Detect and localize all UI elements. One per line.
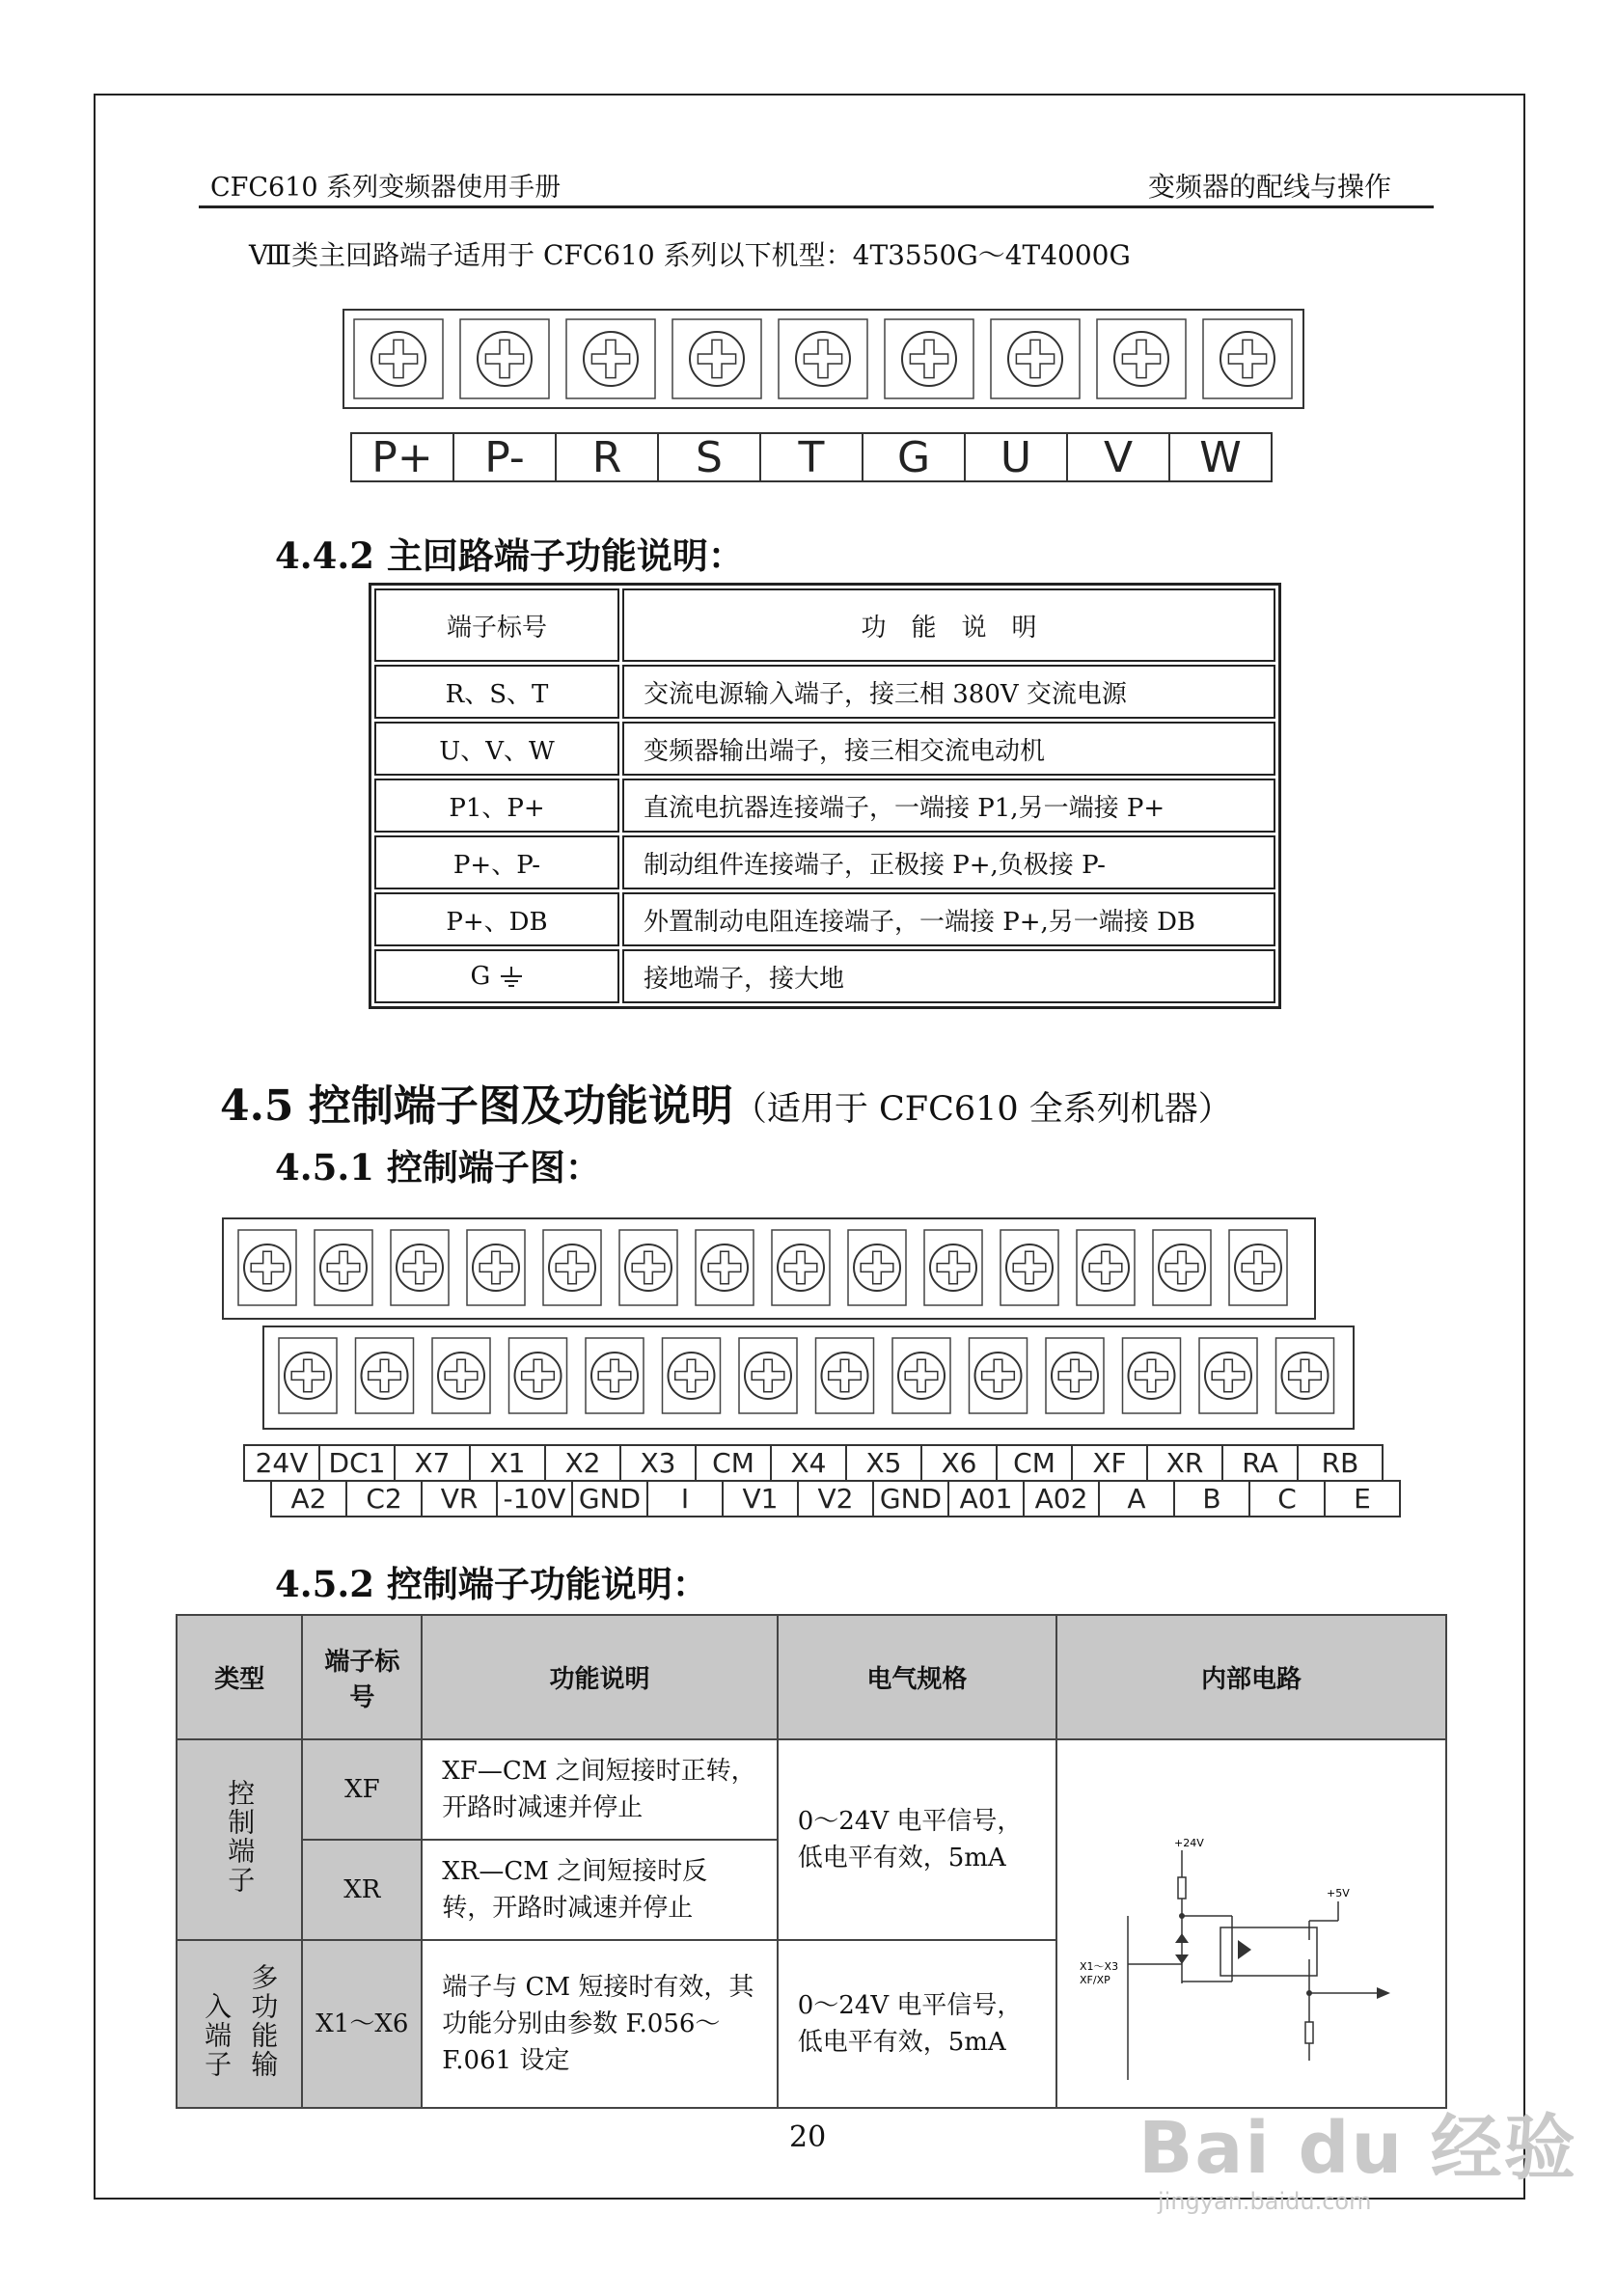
type-cell-multi [177,1940,302,2108]
watermark-url: jingyan.baidu.com [1158,2188,1372,2215]
circuit-label-inputs: X1～X3 [1080,1959,1119,1973]
type-label: 控制端子 [224,1778,257,1895]
terminal-screw-icon [779,319,867,398]
section-45-note: （适用于 CFC610 全系列机器） [732,1090,1232,1129]
control-terminal-label: DC1 [318,1444,396,1482]
intro-text: Ⅷ类主回路端子适用于 CFC610 系列以下机型：4T3550G～4T4000G [249,239,1131,271]
terminal-screw-icon [460,319,549,398]
terminal-screw-icon [1123,1338,1181,1413]
terminal-screw-icon [1229,1230,1287,1305]
terminal-screw-icon [543,1230,601,1305]
term-cell: XR [302,1840,422,1940]
circuit-label-5v: +5V [1327,1886,1350,1900]
terminal-screw-icon [586,1338,644,1413]
control-terminal-label: X2 [544,1444,621,1482]
control-terminal-table [176,1614,1447,2109]
table-cell-term: P+、P- [374,835,619,889]
control-terminal-label: E [1324,1480,1401,1517]
terminal-screw-icon [1153,1230,1211,1305]
header-divider [199,205,1434,208]
terminal-screw-icon [509,1338,567,1413]
header-title: CFC610 系列变频器使用手册 [210,173,562,203]
terminal-screw-icon [991,319,1080,398]
terminal-screw-icon [1199,1338,1257,1413]
terminal-screw-icon [739,1338,797,1413]
table-cell-desc: 变频器输出端子，接三相交流电动机 [622,722,1275,776]
watermark [1138,2091,1577,2215]
control-terminal-label: X7 [394,1444,471,1482]
terminal-label: S [657,432,761,482]
terminal-screw-icon [467,1230,525,1305]
main-terminal-strip [343,309,1304,409]
main-terminal-table [369,583,1281,1009]
table-cell-desc: 制动组件连接端子，正极接 P+,负极接 P- [622,835,1275,889]
terminal-screw-icon [1203,319,1292,398]
table-header-cell: 功 能 说 明 [622,588,1275,662]
control-terminal-label: CM [695,1444,772,1482]
input-circuit-diagram [1058,1762,1444,2080]
control-terminal-label: RB [1297,1444,1384,1482]
circuit-label-24v: +24V [1174,1836,1204,1849]
table-cell-desc: 外置制动电阻连接端子，一端接 P+,另一端接 DB [622,892,1275,946]
section-heading-452: 4.5.2 控制端子功能说明： [275,1563,708,1605]
desc-cell: 端子与 CM 短接时有效，其功能分别由参数 F.056～F.061 设定 [422,1940,777,2108]
section-heading-442: 4.4.2 主回路端子功能说明： [275,534,744,577]
table-cell-term: P+、DB [374,892,619,946]
terminal-label: G [862,432,966,482]
terminal-label: U [964,432,1068,482]
terminal-screw-icon [885,319,973,398]
control-terminal-label: V1 [722,1480,799,1517]
control-terminal-strip-bottom [262,1326,1355,1430]
control-terminal-label: C [1248,1480,1326,1517]
terminal-label: P+ [350,432,454,482]
table-header-cell: 电气规格 [778,1615,1056,1739]
terminal-screw-icon [432,1338,490,1413]
control-terminal-label: -10V [496,1480,573,1517]
control-terminal-label: A2 [270,1480,347,1517]
terminal-screw-icon [672,319,761,398]
terminal-screw-icon [1097,319,1186,398]
terminal-screw-icon [279,1338,337,1413]
type-label-b: 多功能输 [247,1962,280,2079]
desc-cell: XF—CM 之间短接时正转，开路时减速并停止 [422,1739,777,1840]
terminal-screw-icon [356,1338,414,1413]
terminal-screw-icon [354,319,443,398]
table-cell-term: U、V、W [374,722,619,776]
terminal-screw-icon [566,319,655,398]
terminal-screw-icon [619,1230,677,1305]
terminal-screw-icon [696,1230,754,1305]
circuit-cell [1056,1739,1446,2108]
table-header-cell: 端子标号 [374,588,619,662]
control-terminal-screws-top [224,1219,1314,1318]
terminal-screw-icon [1046,1338,1104,1413]
type-label-a: 入端子 [201,1991,233,2079]
term-cell: X1～X6 [302,1940,422,2108]
control-terminal-label: X5 [845,1444,922,1482]
terminal-screw-icon [848,1230,906,1305]
control-terminal-screws-bottom [264,1327,1353,1428]
control-terminal-label: A02 [1023,1480,1100,1517]
control-terminal-label: I [646,1480,724,1517]
control-terminal-label: A [1098,1480,1175,1517]
terminal-label: T [759,432,863,482]
section-heading-451: 4.5.1 控制端子图： [275,1146,601,1189]
spec-cell: 0～24V 电平信号，低电平有效，5mA [778,1739,1056,1940]
control-terminal-label: X6 [920,1444,998,1482]
terminal-screw-icon [315,1230,372,1305]
control-terminal-label: X4 [770,1444,847,1482]
header-chapter: 变频器的配线与操作 [1148,171,1392,203]
control-terminal-label: XR [1146,1444,1223,1482]
control-terminal-label: GND [571,1480,648,1517]
ground-icon [499,965,524,990]
circuit-label-inputs2: XF/XP [1080,1973,1110,1986]
table-header-cell: 功能说明 [422,1615,777,1739]
term-cell: XF [302,1739,422,1840]
control-terminal-label: A01 [947,1480,1025,1517]
terminal-screw-icon [892,1338,950,1413]
spec-cell: 0～24V 电平信号，低电平有效，5mA [778,1940,1056,2108]
terminal-screw-icon [816,1338,874,1413]
control-terminal-label: VR [421,1480,498,1517]
table-cell-term: P1、P+ [374,779,619,833]
control-terminal-label: CM [996,1444,1073,1482]
table-cell-desc: 直流电抗器连接端子，一端接 P1,另一端接 P+ [622,779,1275,833]
table-header-cell: 内部电路 [1056,1615,1446,1739]
section-45-title: 4.5 控制端子图及功能说明 [220,1081,733,1131]
control-terminal-label: X3 [619,1444,697,1482]
control-labels-bottom [272,1480,1401,1517]
control-terminal-label: V2 [797,1480,874,1517]
terminal-label: R [555,432,659,482]
terminal-screw-icon [970,1338,1028,1413]
table-header-cell: 类型 [177,1615,302,1739]
section-heading-45 [220,1071,1232,1133]
control-labels-top [245,1444,1384,1482]
control-terminal-label: X1 [469,1444,546,1482]
terminal-screw-icon [1077,1230,1135,1305]
type-cell-control [177,1739,302,1940]
terminal-screw-icon [772,1230,830,1305]
terminal-label: P- [452,432,557,482]
terminal-screw-icon [924,1230,982,1305]
terminal-screw-icon [1000,1230,1058,1305]
table-cell-desc: 交流电源输入端子，接三相 380V 交流电源 [622,665,1275,719]
control-terminal-strip-top [222,1217,1316,1320]
desc-cell: XR—CM 之间短接时反转，开路时减速并停止 [422,1840,777,1940]
terminal-screw-icon [238,1230,296,1305]
watermark-brand: Bai du 经验 [1138,2107,1577,2190]
main-terminal-labels [352,432,1273,482]
table-cell-desc: 接地端子，接大地 [622,949,1275,1003]
terminal-screw-icon [391,1230,449,1305]
table-header-cell: 端子标号 [302,1615,422,1739]
control-terminal-label: C2 [345,1480,423,1517]
control-terminal-label: RA [1221,1444,1299,1482]
table-cell-term [374,949,619,1003]
page-number: 20 [789,2120,827,2154]
control-terminal-label: GND [872,1480,949,1517]
terminal-screw-icon [1276,1338,1334,1413]
terminal-label: V [1066,432,1170,482]
control-terminal-label: XF [1071,1444,1148,1482]
control-terminal-label: B [1173,1480,1250,1517]
terminal-label: W [1168,432,1273,482]
terminal-screw-icon [663,1338,721,1413]
main-terminal-screws [344,311,1302,407]
control-terminal-label: 24V [243,1444,320,1482]
table-cell-term: R、S、T [374,665,619,719]
ground-term-label: G [470,962,491,991]
